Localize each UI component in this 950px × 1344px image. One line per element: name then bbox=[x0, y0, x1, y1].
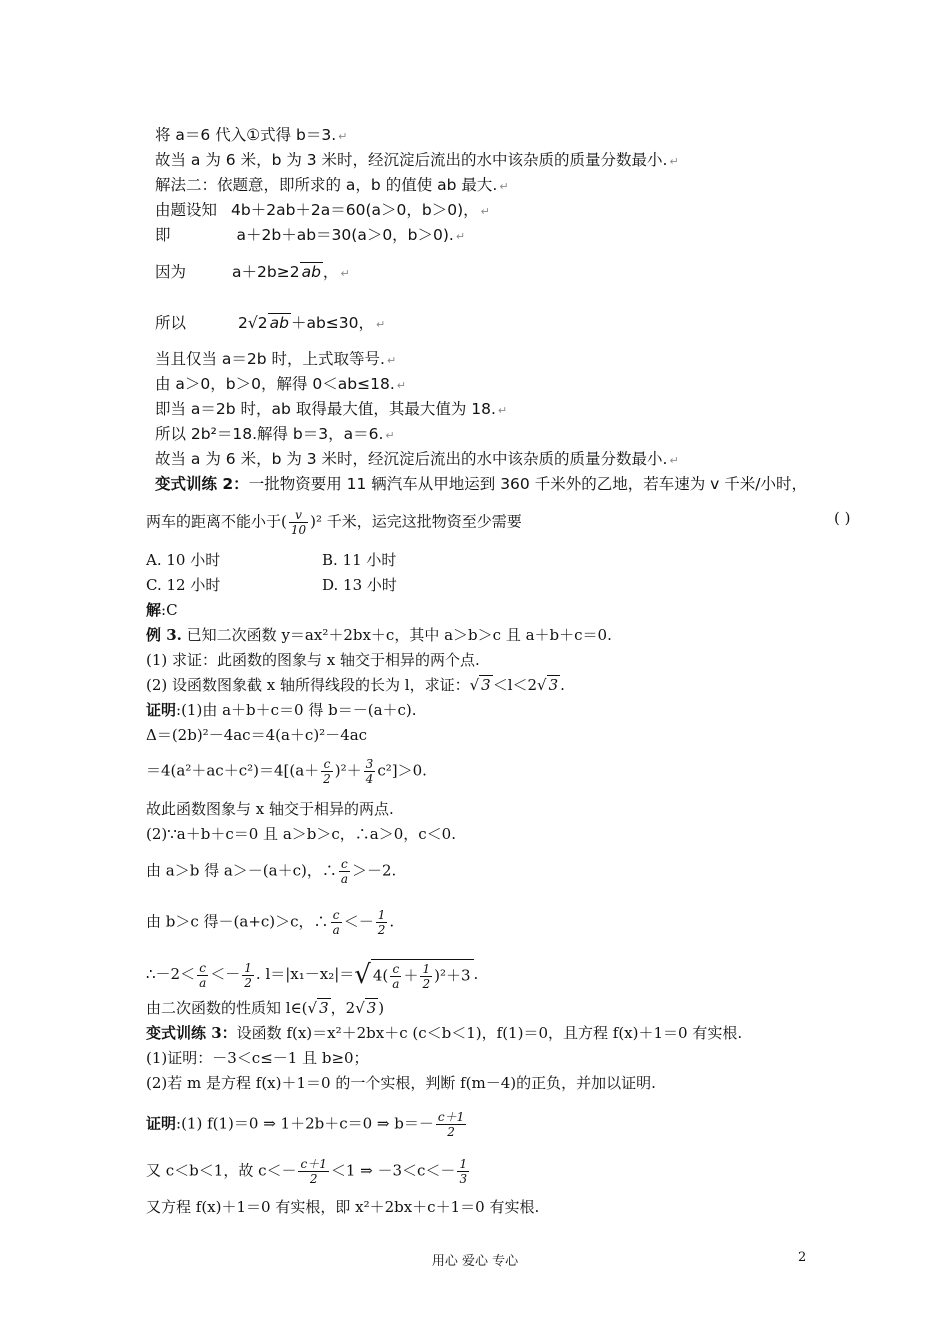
variant-3-proof-line-1: 证明:(1) f(1)＝0 ⇒ 1＋2b＋c＝0 ⇒ b＝－ $\frac{c+1}{2}$ bbox=[146, 1110, 465, 1139]
fraction-v-over-10: $\frac{v}{10}$ bbox=[290, 508, 307, 537]
line-method-two: 解法二：依题意，即所求的 a，b 的值使 ab 最大. ↵ bbox=[155, 176, 509, 194]
page-number: 2 bbox=[798, 1250, 807, 1265]
option-b: B. 11 小时 bbox=[322, 551, 397, 569]
proof-line-1: 证明:(1)由 a＋b＋c＝0 得 b＝－(a＋c). bbox=[146, 701, 417, 719]
proof-line-8: ∴－2＜ $\frac{c}{a}$ ＜－ $\frac{1}{2}$ . l＝|x₁－x₂|＝√ 4( $\frac{c}{a}$ ＋ $\frac{1}{2}$ )²＋3 . bbox=[146, 960, 479, 991]
line-equality: 当且仅当 a＝2b 时，上式取等号. ↵ bbox=[155, 350, 397, 368]
example-3: 例 3. 已知二次函数 y＝ax²＋2bx＋c，其中 a＞b＞c 且 a＋b＋c＝0. bbox=[146, 626, 612, 644]
variant-3: 变式训练 3：设函数 f(x)＝x²＋2bx＋c (c＜b＜1)，f(1)＝0，且方程 f(x)＋1＝0 有实根. bbox=[146, 1024, 743, 1042]
proof-line-3: ＝4(a²＋ac＋c²)＝4[(a＋ $\frac{c}{2}$ )²＋ $\frac{3}{4}$ c²]＞0. bbox=[146, 757, 427, 786]
option-d: D. 13 小时 bbox=[322, 576, 397, 594]
proof-line-2: Δ＝(2b)²－4ac＝4(a＋c)²－4ac bbox=[146, 726, 368, 744]
answer-line: 解:C bbox=[146, 601, 178, 619]
line-conclusion-1: 故当 a 为 6 米，b 为 3 米时，经沉淀后流出的水中该杂质的质量分数最小. ↵ bbox=[155, 151, 679, 169]
proof-line-7: 由 b＞c 得－(a+c)＞c，∴ $\frac{c}{a}$ ＜－ $\frac{1}{2}$ . bbox=[146, 908, 395, 937]
variant-3-proof-line-2: 又 c＜b＜1，故 c＜－ $\frac{c+1}{2}$ ＜1 ⇒ －3＜c＜－ $\frac{1}{3}$ bbox=[146, 1157, 468, 1186]
example-3-part-1: (1) 求证：此函数的图象与 x 轴交于相异的两个点. bbox=[146, 651, 480, 669]
answer-paren: ( ) bbox=[834, 509, 851, 527]
faint-watermark: ​ bbox=[392, 291, 399, 321]
options-row-1 bbox=[146, 550, 397, 570]
variant-3-part-2: (2)若 m 是方程 f(x)＋1＝0 的一个实根，判断 f(m－4)的正负，并加以证明. bbox=[146, 1074, 656, 1092]
line-because: 因为 a＋2b≥2 ab ， ↵ bbox=[155, 263, 350, 281]
option-a: A. 10 小时 bbox=[146, 551, 221, 569]
line-values: 所以 2b²＝18.解得 b＝3，a＝6. ↵ bbox=[155, 425, 395, 443]
line-variant-2-cont: 两车的距离不能小于( $\frac{v}{10}$ )² 千米，运完这批物资至少需要 ( ) bbox=[146, 508, 851, 537]
example-3-part-2: (2) 设函数图象截 x 轴所得线段的长为 l，求证：√ 3 ＜l＜2√ 3 . bbox=[146, 676, 565, 694]
proof-line-5: (2)∵a＋b＋c＝0 且 a＞b＞c，∴a＞0，c＜0. bbox=[146, 825, 456, 843]
options-row-2 bbox=[146, 575, 397, 595]
line-solve: 由 a＞0，b＞0，解得 0＜ab≤18. ↵ bbox=[155, 375, 406, 393]
variant-3-part-1: (1)证明：－3＜c≤－1 且 b≥0； bbox=[146, 1049, 369, 1067]
proof-line-4: 故此函数图象与 x 轴交于相异的两点. bbox=[146, 800, 394, 818]
line-substitute: 将 a＝6 代入①式得 b＝3. ↵ bbox=[155, 126, 348, 144]
proof-line-9: 由二次函数的性质知 l∈(√ 3 ，2√ 3 ) bbox=[146, 999, 385, 1017]
proof-line-6: 由 a＞b 得 a＞－(a＋c)，∴ $\frac{c}{a}$ ＞－2. bbox=[146, 857, 397, 886]
line-conclusion-2: 故当 a 为 6 米，b 为 3 米时，经沉淀后流出的水中该杂质的质量分数最小. ↵ bbox=[155, 450, 679, 468]
line-variant-2: 变式训练 2：一批物资要用 11 辆汽车从甲地运到 360 千米外的乙地，若车速为 v 千米/小时， bbox=[155, 475, 807, 493]
line-given: 由题设知 4b＋2ab＋2a＝60(a＞0，b＞0)， ↵ bbox=[155, 201, 490, 219]
line-namely: 即 a＋2b＋ab＝30(a＞0，b＞0). ↵ bbox=[155, 226, 466, 244]
line-max: 即当 a＝2b 时，ab 取得最大值，其最大值为 18. ↵ bbox=[155, 400, 508, 418]
variant-3-proof-line-3: 又方程 f(x)＋1＝0 有实根，即 x²＋2bx＋c＋1＝0 有实根. bbox=[146, 1198, 540, 1216]
footer-slogan: 用心 爱心 专心 bbox=[431, 1254, 519, 1269]
option-c: C. 12 小时 bbox=[146, 576, 221, 594]
line-therefore: 所以 2√2 ab ＋ab≤30， ↵ bbox=[155, 314, 386, 332]
